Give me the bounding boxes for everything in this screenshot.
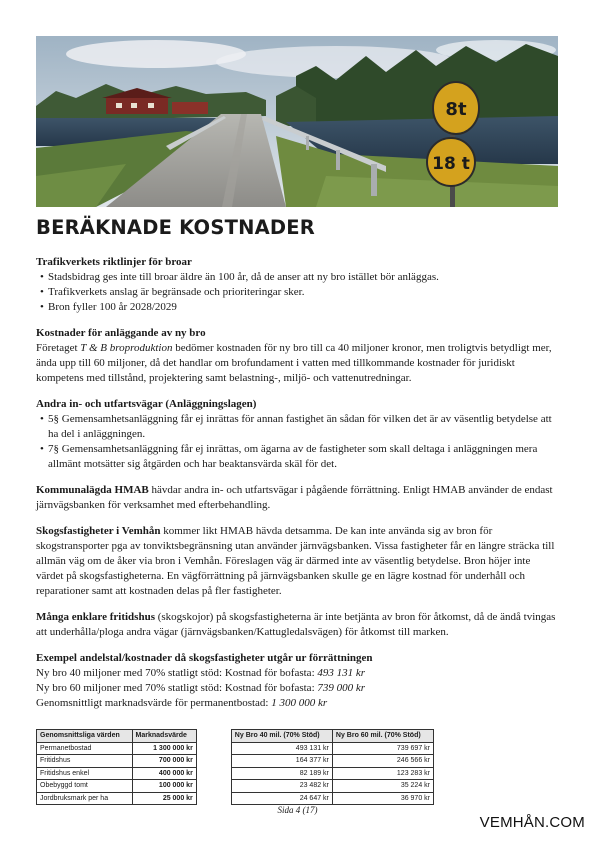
table-cell: 24 647 kr <box>231 792 332 805</box>
table-row <box>37 780 434 793</box>
bridge-photo <box>36 36 558 207</box>
list-item: • Bron fyller 100 år 2028/2029 <box>40 301 177 313</box>
page-title: BERÄKNADE KOSTNADER <box>36 216 315 239</box>
section-fritid <box>36 610 558 640</box>
table-cell: 700 000 kr <box>132 755 196 768</box>
list-item: • 5§ Gemensamhetsanläggning får ej inrättas för annan fastighet än sådan för vilken det är av väsentlig betydelse att ha del i anläggningen. <box>40 413 552 440</box>
section-hmab <box>36 483 558 513</box>
table-cell: Permanetbostad <box>37 742 133 755</box>
table-cell: 25 000 kr <box>132 792 196 805</box>
table-cell: Fritidshus <box>37 755 133 768</box>
table-cell: 739 697 kr <box>332 742 433 755</box>
main-content <box>36 216 558 722</box>
table-cell: 164 377 kr <box>231 755 332 768</box>
table-header: Ny Bro 40 mil. (70% Stöd) <box>231 730 332 743</box>
section-exempel <box>36 651 558 711</box>
table-cell: 23 482 kr <box>231 780 332 793</box>
table-cell: 36 970 kr <box>332 792 433 805</box>
table-row <box>37 792 434 805</box>
page-number: Sida 4 (17) <box>277 805 318 815</box>
section-heading: Kostnader för anläggande av ny bro <box>36 327 206 339</box>
table-cell: Obebyggd tomt <box>37 780 133 793</box>
section-heading: Trafikverkets riktlinjer för broar <box>36 256 192 268</box>
example-line: Genomsnittligt marknadsvärde för permanentbostad: 1 300 000 kr <box>36 697 328 709</box>
table-row <box>37 755 434 768</box>
example-line: Ny bro 60 miljoner med 70% statligt stöd: Kostnad för bofasta: 739 000 kr <box>36 682 366 694</box>
table-row <box>37 742 434 755</box>
cost-table <box>36 729 434 805</box>
paragraph: Många enklare fritidshus (skogskojor) på skogsfastigheterna är inte betjänta av bron för åtkomst, då de ändå tvingas att underhålla/ploga andra vägar (järnvägsbanken/Kattugledalsvägen) för åtkomst till marken. <box>36 611 556 638</box>
sign-top-text: 8t <box>445 99 467 120</box>
table-cell: 100 000 kr <box>132 780 196 793</box>
table-cell: 493 131 kr <box>231 742 332 755</box>
table-header: Ny Bro 60 mil. (70% Stöd) <box>332 730 433 743</box>
list-item: • 7§ Gemensamhetsanläggning får ej inrättas, om ägarna av de fastigheter som skall deltaga i anläggningen mera allmänt motsätter sig åtgärden och har beaktansvärda skäl för det. <box>40 443 538 470</box>
section-trafikverket <box>36 255 558 315</box>
table-cell: 35 224 kr <box>332 780 433 793</box>
table-header-row <box>37 730 434 743</box>
list-item: • Stadsbidrag ges inte till broar äldre än 100 år, då de anser att ny bro istället bör anläggas. <box>40 271 439 283</box>
section-kostnader <box>36 326 558 386</box>
section-heading: Andra in- och utfartsvägar (Anläggningslagen) <box>36 398 257 410</box>
list-item: • Trafikverkets anslag är begränsade och prioriteringar sker. <box>40 286 305 298</box>
paragraph: Skogsfastigheter i Vemhån kommer likt HMAB hävda detsamma. De kan inte använda sig av bron för skogstransporter pga av tonviktsbegränsning utan använder järnvägsbanken. Vissa fastigheter får en längre sträcka till allmän väg om de åker via bron i Vemhån. Föreslagen väg är därmed inte av väsentlig betydelse. Bron höjer inte värdet på skogsfastigheterna. En vägförrättning på järnvägsbanken skulle ge en lägre kostnad för underhåll och reparationer samt att kostnaden delas på fler fastigheter. <box>36 525 555 597</box>
table-cell: 123 283 kr <box>332 767 433 780</box>
paragraph: Företaget T & B broproduktion bedömer kostnaden för ny bro till ca 40 miljoner kronor, men troligtvis betydligt mer, ända upp till 60 miljoner, då det handlar om brofundament i vatten med tillkommande kostnader för juridiskt kompetens med tillstånd, projektering samt belastning-, miljö- och vattenutredningar. <box>36 342 552 384</box>
table-cell: 1 300 000 kr <box>132 742 196 755</box>
section-skog <box>36 524 558 599</box>
section-utfart <box>36 397 558 472</box>
sign-bottom-text: 18 t <box>432 154 470 174</box>
paragraph: Kommunalägda HMAB hävdar andra in- och utfartsvägar i pågående förrättning. Enligt HMAB använder de endast järnvägsbanken för verksamhet med efterbehandling. <box>36 484 553 511</box>
header-photo <box>36 36 558 207</box>
company-name: T & B broproduktion <box>80 342 173 354</box>
example-line: Ny bro 40 miljoner med 70% statligt stöd: Kostnad för bofasta: 493 131 kr <box>36 667 366 679</box>
section-heading: Exempel andelstal/kostnader då skogsfastigheter utgår ur förrättningen <box>36 652 373 664</box>
table-row <box>37 767 434 780</box>
table-cell: 246 566 kr <box>332 755 433 768</box>
table-cell: Fritidshus enkel <box>37 767 133 780</box>
table-cell: Jordbruksmark per ha <box>37 792 133 805</box>
table-header: Genomsnittsliga värden <box>37 730 133 743</box>
table-cell: 82 189 kr <box>231 767 332 780</box>
table-header: Marknadsvärde <box>132 730 196 743</box>
site-brand: VEMHÅN.COM <box>479 814 585 831</box>
table-cell: 400 000 kr <box>132 767 196 780</box>
